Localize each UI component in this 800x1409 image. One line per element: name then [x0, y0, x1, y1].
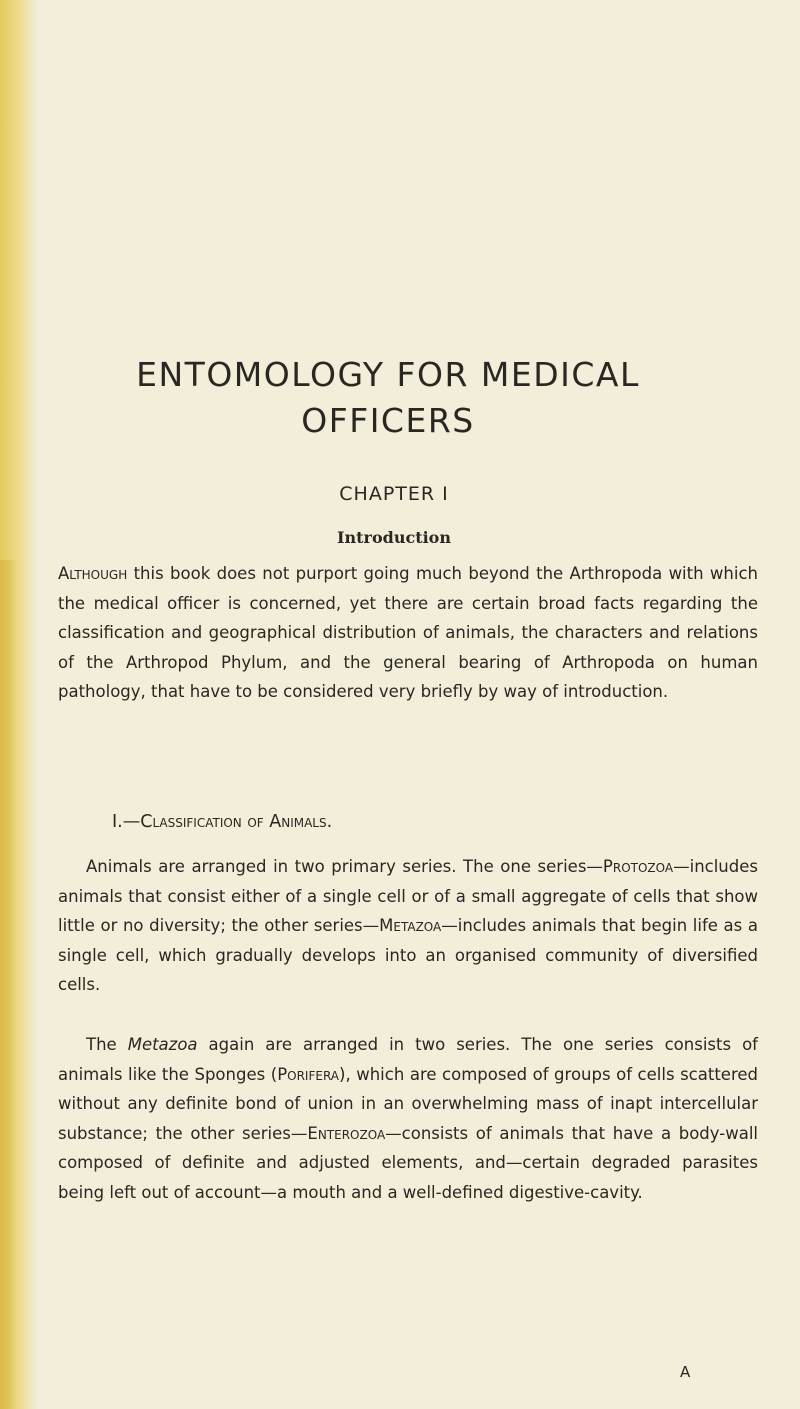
book-title	[38, 352, 738, 444]
signature-mark: A	[680, 1363, 691, 1381]
chapter-label: CHAPTER I	[339, 483, 449, 505]
term-enterozoa: Enterozoa	[307, 1123, 386, 1143]
intro-paragraph	[58, 559, 758, 707]
classification-paragraph-1: Animals are arranged in two primary series. The one series—Protozoa—includes animals that consist either of a single cell or of a small aggregate of cells that show little or no diversity; the other series—Metazoa—includes animals that begin life as a single cell, which gradually develops into an organised community of diversified cells.	[58, 857, 758, 995]
classification-paragraph-2: The Metazoa again are arranged in two series. The one series consists of animals like the Sponges (Porifera), which are composed of groups of cells scattered without any definite bond of union in an overwhelming mass of inapt intercellular substance; the other series—Enterozoa—consists of animals that have a body-wall composed of definite and adjusted elements, and—certain degraded parasites being left out of account—a mouth and a well-defined digestive-cavity.	[58, 1035, 758, 1202]
section-heading	[112, 812, 332, 832]
term-porifera: Porifera	[277, 1064, 340, 1084]
paragraph-text: this book does not purport going much beyond the Arthropoda with which the medical officer is concerned, yet there are certain broad facts regarding the classification and geographical distribution of animals, the characters and relations of the Arthropod Phylum, and the general bearing of Arthropoda on human pathology, that have to be considered very briefly by way of introduction.	[58, 564, 758, 702]
book-title-line1: ENTOMOLOGY FOR MEDICAL	[136, 355, 640, 395]
term-protozoa: Protozoa	[602, 857, 674, 876]
page-edge-shadow-lower	[0, 560, 18, 1409]
term-metazoa: Metazoa	[379, 916, 442, 936]
book-title-line2: OFFICERS	[301, 401, 475, 441]
section-title: Classification of Animals.	[140, 812, 333, 832]
chapter-subheading: Introduction	[337, 528, 451, 547]
term-metazoa-italic: Metazoa	[127, 1035, 198, 1054]
section-number: I.—	[112, 812, 141, 832]
paragraph-opening-word: Although	[58, 564, 128, 583]
